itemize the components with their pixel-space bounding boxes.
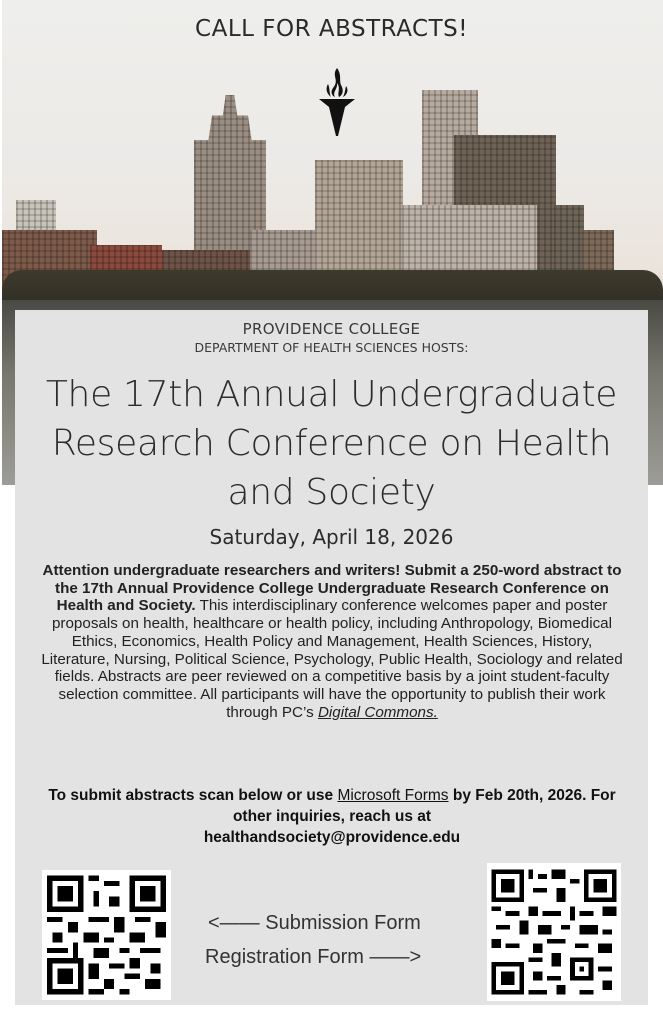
department-name: DEPARTMENT OF HEALTH SCIENCES HOSTS:	[194, 340, 469, 355]
contact-email[interactable]: healthandsociety@providence.edu	[203, 829, 461, 846]
organizer	[15, 320, 648, 355]
qr-code-icon	[42, 870, 171, 1000]
title-line-3: and Society	[227, 472, 436, 513]
submit-text-post: by Feb 20th, 2026. For other inquiries, reach us at	[232, 787, 616, 825]
qr-code-icon	[487, 863, 621, 1001]
info-panel	[15, 310, 648, 1005]
submission-instructions	[37, 785, 627, 848]
submission-qr-code[interactable]	[42, 870, 171, 1000]
call-for-abstracts-heading: CALL FOR ABSTRACTS!	[195, 16, 468, 42]
submit-text-pre: To submit abstracts scan below or use	[48, 787, 338, 804]
submission-form-label[interactable]: <—— Submission Form	[208, 912, 421, 934]
description-text: This interdisciplinary conference welcomes paper and poster proposals on health, healthcare or health policy, including Anthropology, Biomedical Ethics, Economics, Health Policy and Management, Health Sciences, History, Literature, Nursing, Political Science, Psychology, Public Health, Sociology and related fields. Abstracts are peer reviewed on a competitive basis by a joint student-faculty selection committee. All participants will have the opportunity to publish their work through PC’s	[41, 597, 623, 721]
conference-title	[15, 370, 648, 517]
microsoft-forms-link[interactable]: Microsoft Forms	[337, 787, 449, 804]
title-line-2: Research Conference on Health	[51, 423, 612, 464]
form-labels	[205, 906, 465, 974]
description-intro: Attention undergraduate researchers and writers! Submit a 250-word abstract to the 17th Annual Providence College Undergraduate Research Conference on Health and Society.	[42, 562, 622, 615]
torch-icon	[318, 66, 356, 138]
conference-date: Saturday, April 18, 2026	[209, 525, 454, 549]
title-line-1: The 17th Annual Undergraduate	[45, 374, 618, 415]
college-name: PROVIDENCE COLLEGE	[242, 320, 421, 338]
registration-qr-code[interactable]	[487, 863, 621, 1001]
digital-commons-link[interactable]: Digital Commons.	[317, 703, 438, 721]
registration-form-label[interactable]: Registration Form ——>	[205, 946, 422, 968]
description	[37, 562, 627, 721]
